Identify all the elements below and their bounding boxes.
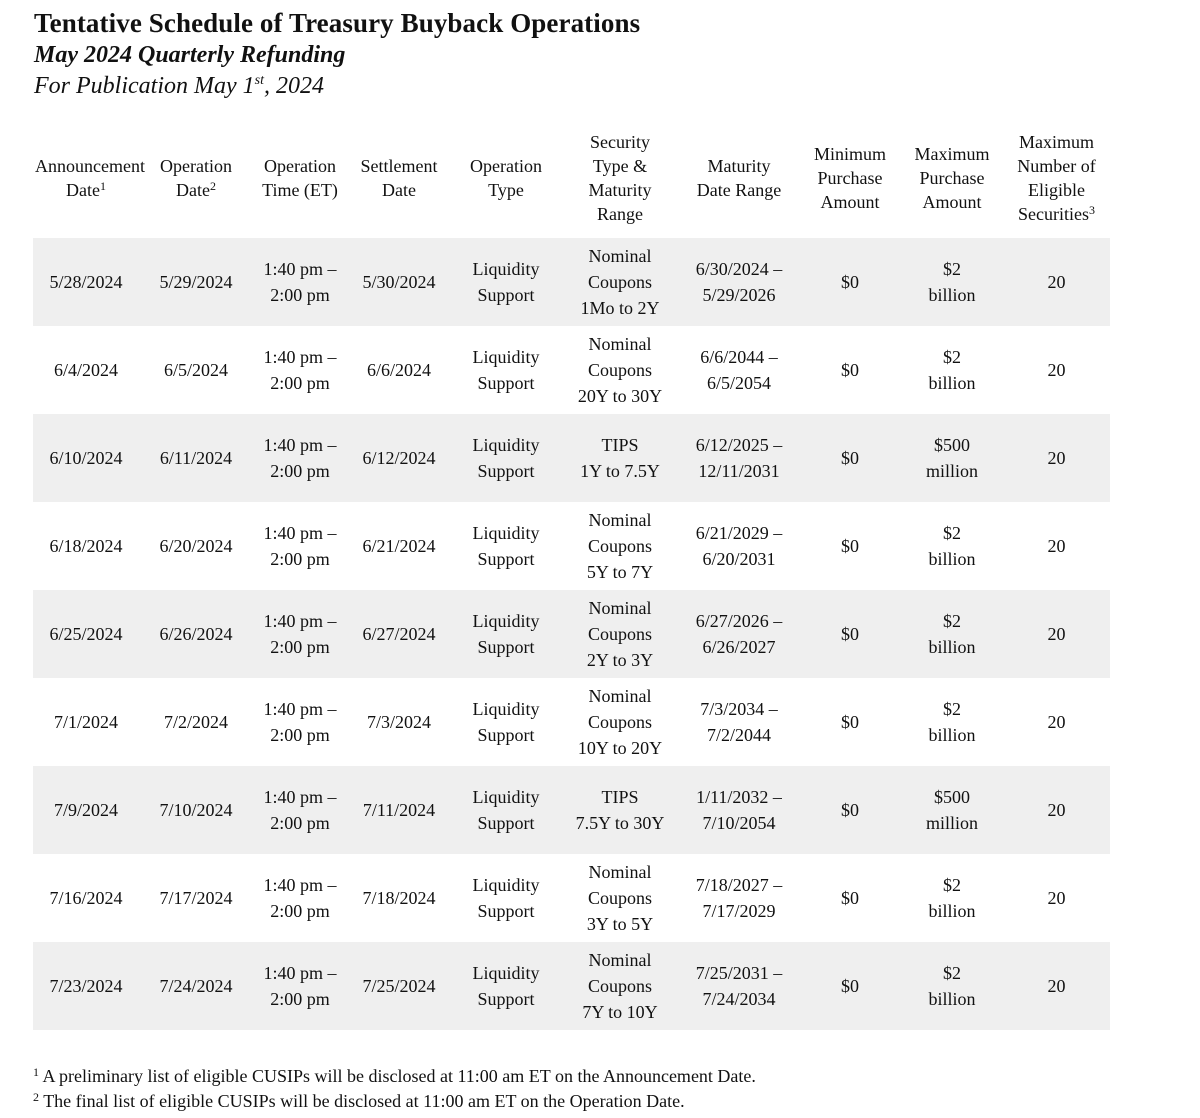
footnote: $^1$ A preliminary list of eligible CUSIPs will be disclosed at 11:00 am ET on the Announcement Date. [33,1065,756,1086]
maximum-amount-cell: $2 billion [928,699,976,745]
operation-date-cell: 6/5/2024 [163,360,228,380]
settlement-date-cell: 7/18/2024 [362,888,436,908]
column-header-label: Maximum Purchase Amount [914,144,990,212]
announcement-date-cell: 7/16/2024 [49,888,123,908]
max-securities-cell: 20 [1003,414,1110,502]
minimum-amount-cell: $0 [799,238,901,326]
footnote: $^2$ The final list of eligible CUSIPs will be disclosed at 11:00 am ET on the Operation Date. [33,1090,685,1111]
column-header [347,118,451,238]
maximum-amount-cell: $500 million [901,766,1003,854]
operation-date-cell: 7/10/2024 [139,766,253,854]
announcement-date-cell: 7/9/2024 [33,766,139,854]
operation-type-cell: Liquidity Support [472,347,540,393]
column-header [139,118,253,238]
operation-type-cell: Liquidity Support [451,590,561,678]
security-type-cell: Nominal Coupons 20Y to 30Y [577,334,663,406]
publication-prefix: For Publication May 1 [34,73,255,99]
operation-time-cell: 1:40 pm – 2:00 pm [253,766,347,854]
maximum-amount-cell: $2 billion [928,875,976,921]
minimum-amount-cell: $0 [799,414,901,502]
publication-ordinal-suffix: st [254,73,264,88]
table-row [33,502,1110,590]
operation-date-cell: 6/11/2024 [139,414,253,502]
max-securities-cell: 20 [1047,888,1066,908]
operation-time-cell: 1:40 pm – 2:00 pm [253,414,347,502]
column-header [901,118,1003,238]
announcement-date-cell: 6/10/2024 [33,414,139,502]
announcement-date-cell: 6/4/2024 [53,360,118,380]
maturity-range-cell: 1/11/2032 – 7/10/2054 [679,766,799,854]
column-header-label: Settlement Date [360,156,438,200]
minimum-amount-cell: $0 [841,360,859,380]
operation-time-cell: 1:40 pm – 2:00 pm [263,875,337,921]
table-row [33,326,1110,414]
max-securities-cell: 20 [1047,712,1066,732]
maturity-range-cell: 6/12/2025 – 12/11/2031 [679,414,799,502]
table-row [33,766,1110,854]
security-type-cell: TIPS 1Y to 7.5Y [561,414,679,502]
maturity-range-cell: 6/21/2029 – 6/20/2031 [695,523,783,569]
maximum-amount-cell: $2 billion [901,942,1003,1030]
max-securities-cell: 20 [1003,766,1110,854]
maturity-range-cell: 7/18/2027 – 7/17/2029 [695,875,783,921]
column-header [799,118,901,238]
column-header-label: Operation Type [470,156,542,200]
minimum-amount-cell: $0 [841,536,859,556]
security-type-cell: Nominal Coupons 5Y to 7Y [586,510,654,582]
column-header-label: Maximum Number of Eligible Securities$^3$ [1017,132,1096,224]
settlement-date-cell: 7/25/2024 [347,942,451,1030]
table-row [33,942,1110,1030]
operation-time-cell: 1:40 pm – 2:00 pm [253,590,347,678]
minimum-amount-cell: $0 [799,766,901,854]
publication-date [34,73,324,100]
column-header [679,118,799,238]
operation-date-cell: 6/20/2024 [159,536,233,556]
security-type-cell: Nominal Coupons 7Y to 10Y [561,942,679,1030]
announcement-date-cell: 6/25/2024 [33,590,139,678]
operation-date-cell: 7/2/2024 [163,712,228,732]
maturity-range-cell: 6/6/2044 – 6/5/2054 [700,347,778,393]
max-securities-cell: 20 [1003,590,1110,678]
operation-type-cell: Liquidity Support [451,238,561,326]
settlement-date-cell: 7/3/2024 [366,712,431,732]
security-type-cell: Nominal Coupons 3Y to 5Y [586,862,654,934]
settlement-date-cell: 5/30/2024 [347,238,451,326]
announcement-date-cell: 7/1/2024 [53,712,118,732]
settlement-date-cell: 6/6/2024 [366,360,431,380]
table-row [33,414,1110,502]
maximum-amount-cell: $2 billion [928,523,976,569]
table-row [33,678,1110,766]
column-header-label: Maturity Date Range [696,156,782,200]
settlement-date-cell: 6/21/2024 [362,536,436,556]
operation-type-cell: Liquidity Support [472,699,540,745]
maturity-range-cell: 6/27/2026 – 6/26/2027 [679,590,799,678]
maximum-amount-cell: $2 billion [901,238,1003,326]
column-header-label: Operation Date$^2$ [160,156,232,200]
operation-type-cell: Liquidity Support [451,766,561,854]
operation-time-cell: 1:40 pm – 2:00 pm [263,699,337,745]
operation-date-cell: 6/26/2024 [139,590,253,678]
max-securities-cell: 20 [1003,238,1110,326]
maximum-amount-cell: $2 billion [928,347,976,393]
column-header [451,118,561,238]
max-securities-cell: 20 [1047,536,1066,556]
table-header-row [33,118,1110,238]
announcement-date-cell: 6/18/2024 [49,536,123,556]
security-type-cell: TIPS 7.5Y to 30Y [561,766,679,854]
minimum-amount-cell: $0 [799,942,901,1030]
announcement-date-cell: 5/28/2024 [33,238,139,326]
column-header [33,118,145,238]
operation-date-cell: 7/24/2024 [139,942,253,1030]
operation-type-cell: Liquidity Support [472,875,540,921]
settlement-date-cell: 6/12/2024 [347,414,451,502]
publication-year: , 2024 [263,73,324,99]
document-subtitle: May 2024 Quarterly Refunding [34,42,346,68]
column-header-label: Minimum Purchase Amount [813,144,886,212]
operation-time-cell: 1:40 pm – 2:00 pm [263,347,337,393]
operation-time-cell: 1:40 pm – 2:00 pm [263,523,337,569]
max-securities-cell: 20 [1047,360,1066,380]
operation-time-cell: 1:40 pm – 2:00 pm [253,238,347,326]
minimum-amount-cell: $0 [799,590,901,678]
table-row [33,854,1110,942]
maturity-range-cell: 7/25/2031 – 7/24/2034 [679,942,799,1030]
operation-date-cell: 5/29/2024 [139,238,253,326]
maturity-range-cell: 6/30/2024 – 5/29/2026 [679,238,799,326]
column-header [1003,118,1110,238]
operation-type-cell: Liquidity Support [451,942,561,1030]
announcement-date-cell: 7/23/2024 [33,942,139,1030]
minimum-amount-cell: $0 [841,712,859,732]
operation-date-cell: 7/17/2024 [159,888,233,908]
minimum-amount-cell: $0 [841,888,859,908]
max-securities-cell: 20 [1003,942,1110,1030]
operation-type-cell: Liquidity Support [472,523,540,569]
operation-time-cell: 1:40 pm – 2:00 pm [253,942,347,1030]
document-title: Tentative Schedule of Treasury Buyback Operations [34,8,641,38]
maximum-amount-cell: $500 million [901,414,1003,502]
column-header-label: Security Type & Maturity Range [588,132,652,224]
column-header [253,118,347,238]
operation-type-cell: Liquidity Support [451,414,561,502]
table-row [33,238,1110,326]
table-row [33,590,1110,678]
buyback-schedule-table [33,118,1110,1030]
settlement-date-cell: 7/11/2024 [347,766,451,854]
maximum-amount-cell: $2 billion [901,590,1003,678]
maturity-range-cell: 7/3/2034 – 7/2/2044 [700,699,778,745]
security-type-cell: Nominal Coupons 2Y to 3Y [561,590,679,678]
security-type-cell: Nominal Coupons 10Y to 20Y [577,686,663,758]
column-header-label: Operation Time (ET) [262,156,338,200]
settlement-date-cell: 6/27/2024 [347,590,451,678]
security-type-cell: Nominal Coupons 1Mo to 2Y [561,238,679,326]
column-header-label: Announcement Date$^1$ [35,156,145,200]
column-header [561,118,679,238]
footnotes [33,1064,756,1114]
